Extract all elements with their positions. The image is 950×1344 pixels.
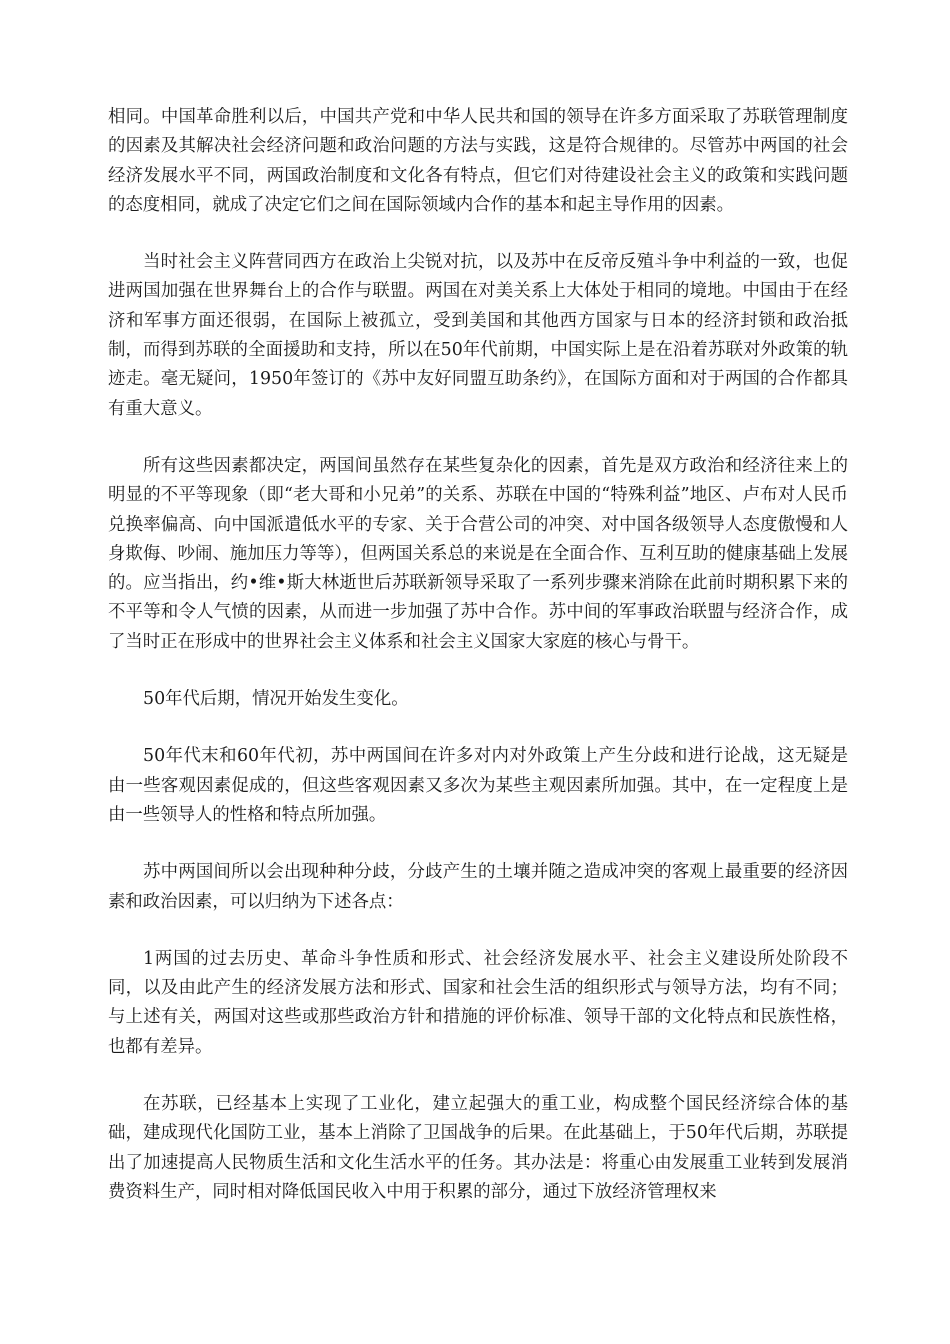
paragraph-6: 苏中两国间所以会出现种种分歧，分歧产生的土壤并随之造成冲突的客观上最重要的经济因素和政治因素，可以归纳为下述各点： bbox=[108, 862, 848, 912]
paragraph-1: 相同。中国革命胜利以后，中国共产党和中华人民共和国的领导在许多方面采取了苏联管理制度的因素及其解决社会经济问题和政治问题的方法与实践，这是符合规律的。尽管苏中两国的社会经济发展水平不同，两国政治制度和文化各有特点，但它们对待建设社会主义的政策和实践问题的态度相同，就成了决定它们之间在国际领域内合作的基本和起主导作用的因素。 bbox=[108, 107, 848, 215]
paragraph-7: 1两国的过去历史、革命斗争性质和形式、社会经济发展水平、社会主义建设所处阶段不同，以及由此产生的经济发展方法和形式、国家和社会生活的组织形式与领导方法，均有不同；与上述有关，两国对这些或那些政治方针和措施的评价标准、领导干部的文化特点和民族性格，也都有差异。 bbox=[108, 948, 848, 1057]
paragraph-5: 50年代末和60年代初，苏中两国间在许多对内对外政策上产生分歧和进行论战，这无疑是由一些客观因素促成的，但这些客观因素又多次为某些主观因素所加强。其中，在一定程度上是由一些领导人的性格和特点所加强。 bbox=[108, 746, 848, 825]
paragraph-3: 所有这些因素都决定，两国间虽然存在某些复杂化的因素，首先是双方政治和经济往来上的明显的不平等现象（即“老大哥和小兄弟”的关系、苏联在中国的“特殊利益”地区、卢布对人民币兑换率偏高、向中国派遣低水平的专家、关于合营公司的冲突、对中国各级领导人态度傲慢和人身欺侮、吵闹、施加压力等等），但两国关系总的来说是在全面合作、互利互助的健康基础上发展的。应当指出，约•维•斯大林逝世后苏联新领导采取了一系列步骤来消除在此前时期积累下来的不平等和令人气愤的因素，从而进一步加强了苏中合作。苏中间的军事政治联盟与经济合作，成了当时正在形成中的世界社会主义体系和社会主义国家大家庭的核心与骨干。 bbox=[108, 455, 848, 652]
paragraph-4: 50年代后期，情况开始发生变化。 bbox=[143, 689, 409, 710]
paragraph-2: 当时社会主义阵营同西方在政治上尖锐对抗，以及苏中在反帝反殖斗争中利益的一致，也促进两国加强在世界舞台上的合作与联盟。两国在对美关系上大体处于相同的境地。中国由于在经济和军事方面还很弱，在国际上被孤立，受到美国和其他西方国家与日本的经济封锁和政治抵制，而得到苏联的全面援助和支持，所以在50年代前期，中国实际上是在沿着苏联对外政策的轨迹走。毫无疑问，1950年签订的《苏中友好同盟互助条约》，在国际方面和对于两国的合作都具有重大意义。 bbox=[108, 252, 848, 419]
document-body bbox=[108, 103, 848, 1235]
paragraph-8: 在苏联，已经基本上实现了工业化，建立起强大的重工业，构成整个国民经济综合体的基础，建成现代化国防工业，基本上消除了卫国战争的后果。在此基础上，于50年代后期，苏联提出了加速提高人民物质生活和文化生活水平的任务。其办法是：将重心由发展重工业转到发展消费资料生产，同时相对降低国民收入中用于积累的部分，通过下放经济管理权来 bbox=[108, 1094, 848, 1202]
